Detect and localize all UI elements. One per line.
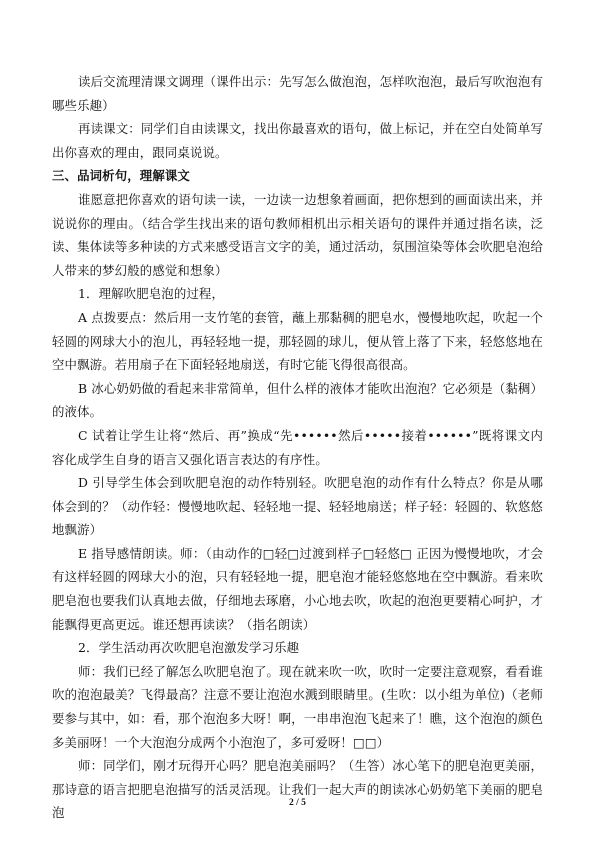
paragraph: A 点拨要点：然后用一支竹笔的套管，蘸上那黏稠的肥皂水，慢慢地吹起，吹起一个轻圆的网球大小的泡儿，再轻轻地一提，那轻圆的球儿，便从管上落了下来，轻悠悠地在空中飘游。若用扇子在下面轻轻地扇送，有时它能飞得很高很高。: [52, 309, 543, 373]
paragraph: D 引导学生体会到吹肥皂泡的动作特别轻。吹肥皂泡的动作有什么特点？你是从哪体会到的？（动作轻：慢慢地吹起、轻轻地一提、轻轻地扇送；样子轻：轻圆的、软悠悠地飘游）: [52, 475, 543, 538]
paragraph: B 冰心奶奶做的看起来非常简单，但什么样的液体才能吹出泡泡？它必须是（黏稠）的液体。: [52, 380, 543, 420]
paragraph: E 指导感情朗读。师：（由动作的□轻□过渡到样子□轻悠□ 正因为慢慢地吹，才会有这样轻圆的网球大小的泡，只有轻轻地一提，肥皂泡才能轻悠悠地在空中飘游。看来吹肥皂泡也要我们认真地去做，仔细地去琢磨，小心地去吹，吹起的泡泡更要精心呵护，才能飘得更高更远。谁还想再读读？（指名朗读）: [52, 545, 543, 632]
paragraph: 师：同学们，刚才玩得开心吗？肥皂泡美丽吗？（生答）冰心笔下的肥皂泡更美丽，那诗意的语言把肥皂泡描写的活灵活现。让我们一起大声的朗读冰心奶奶笔下美丽的肥皂泡: [52, 758, 543, 821]
section-heading: 三、品词析句，理解课文: [52, 168, 190, 184]
paragraph: 谁愿意把你喜欢的语句读一读，一边读一边想象着画面，把你想到的画面读出来，并说说你的理由。（结合学生找出来的语句教师相机出示相关语句的课件并通过指名读，泛读、集体读等多种读的方式来感受语言文字的美，通过活动，氛围渲染等体会吹肥皂泡给人带来的梦幻般的感觉和想象）: [52, 191, 543, 278]
page-number: 2 / 5: [289, 798, 306, 808]
paragraph: 再读课文：同学们自由读课文，找出你最喜欢的语句，做上标记，并在空白处简单写出你喜欢的理由，跟同桌说说。: [52, 121, 543, 160]
paragraph: C 试着让学生让将“然后、再”换成“先••••••然后•••••接着••••••”既将课文内容化成学生自身的语言又强化语言表达的有序性。: [52, 427, 543, 467]
paragraph: 读后交流理清课文调理（课件出示：先写怎么做泡泡，怎样吹泡泡，最后写吹泡泡有哪些乐趣）: [52, 74, 543, 113]
document-body: [52, 70, 543, 825]
paragraph: 1．理解吹肥皂泡的过程，: [78, 286, 224, 302]
paragraph: 师：我们已经了解怎么吹肥皂泡了。现在就来吹一吹，吹时一定要注意观察，看看谁吹的泡泡最美？飞得最高？注意不要让泡泡水溅到眼睛里。(生吹：以小组为单位)（老师要参与其中，如：看，那个泡泡多大呀！啊，一串串泡泡飞起来了！瞧，这个泡泡的颜色多美丽呀！一个大泡泡分成两个小泡泡了，多可爱呀！□□）: [52, 663, 543, 750]
paragraph: 2．学生活动再次吹肥皂泡激发学习乐趣: [78, 640, 300, 656]
